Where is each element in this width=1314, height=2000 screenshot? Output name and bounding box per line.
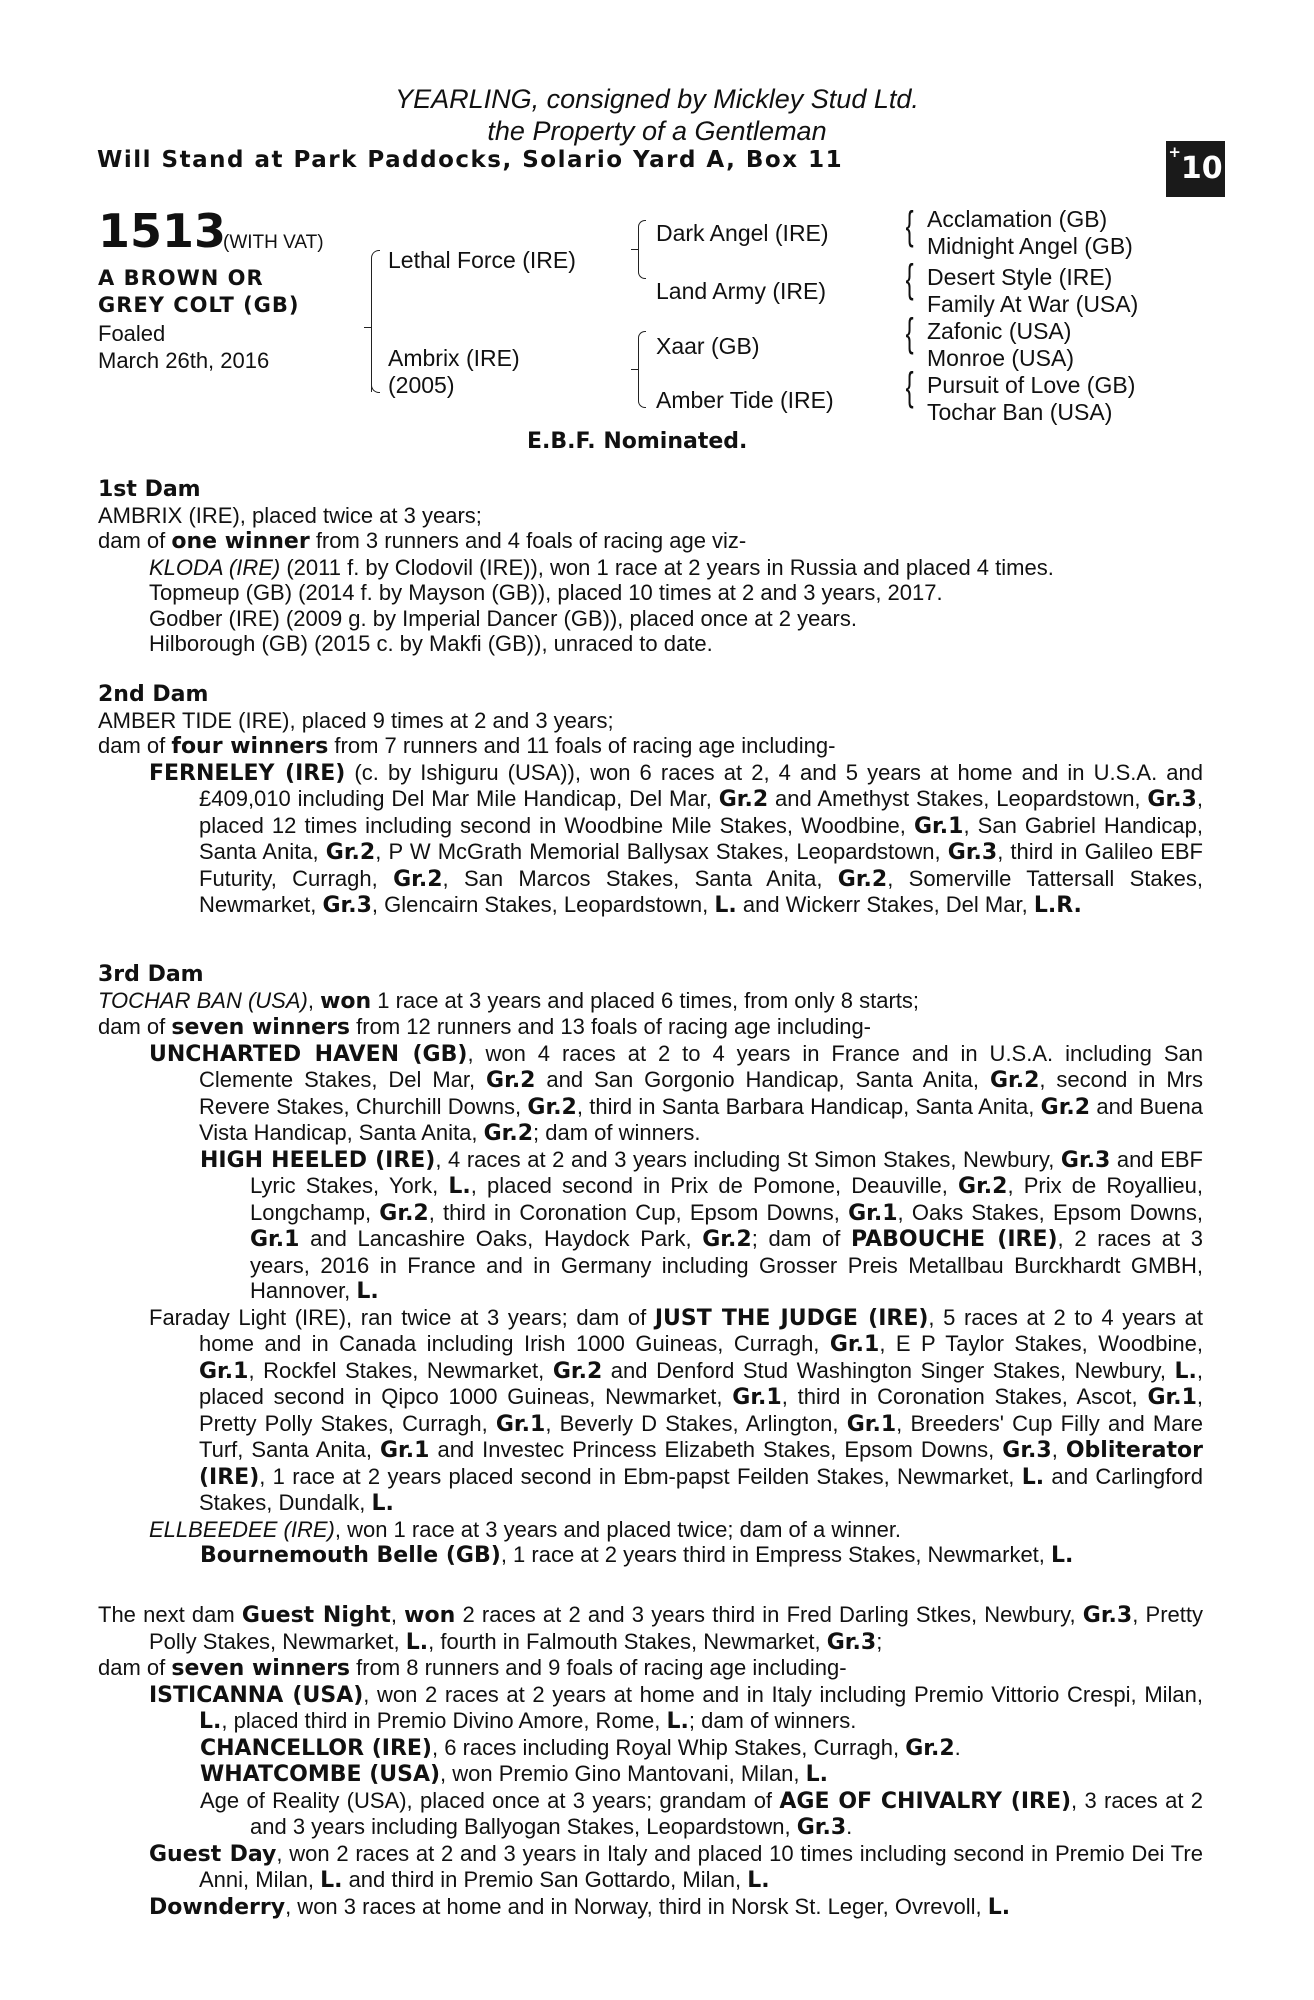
text: from 8 runners and 9 foals of racing age including- xyxy=(350,1655,847,1680)
bracket-gen2-dam-top xyxy=(638,331,646,370)
grade: Gr.1 xyxy=(1147,1385,1197,1410)
progeny-age-of-reality xyxy=(98,1788,1203,1841)
text: ; dam of winners. xyxy=(688,1708,857,1733)
horse-name: KLODA (IRE) xyxy=(149,554,281,580)
text: dam of xyxy=(98,1655,172,1680)
text: The next dam xyxy=(98,1602,242,1627)
lot-desc-line1: A BROWN OR xyxy=(98,266,264,290)
progeny-ellbeedee xyxy=(98,1517,1203,1543)
horse-name: PABOUCHE (IRE) xyxy=(850,1227,1058,1252)
pedigree-dam: Ambrix (IRE) xyxy=(388,345,520,371)
winner-count: seven winners xyxy=(171,1015,351,1040)
grade: Gr.2 xyxy=(718,787,769,812)
horse-name: HIGH HEELED (IRE) xyxy=(200,1147,436,1173)
listed: L. xyxy=(1021,1464,1045,1490)
grade: Gr.2 xyxy=(393,866,443,892)
listed: L. xyxy=(448,1174,471,1199)
text: from 7 runners and 11 foals of racing age including- xyxy=(328,733,836,758)
pedigree-ddd: Tochar Ban (USA) xyxy=(927,399,1113,425)
bracket-gen2-dam-bottom xyxy=(638,369,646,408)
grade: Gr.1 xyxy=(199,1358,249,1384)
grade: Gr.1 xyxy=(846,1411,897,1437)
listed: L. xyxy=(371,1491,394,1516)
listed: L. xyxy=(199,1709,222,1734)
text: from 12 runners and 13 foals of racing age including- xyxy=(350,1014,872,1039)
text: , Beverly D Stakes, Arlington, xyxy=(545,1410,847,1436)
pedigree-sds: Desert Style (IRE) xyxy=(927,264,1113,290)
text: dam of xyxy=(98,528,172,553)
text: 1 race at 3 years and placed 6 times, from only 8 starts; xyxy=(371,987,919,1013)
horse-name: ISTICANNA (USA) xyxy=(149,1682,364,1708)
text: dam of xyxy=(98,1014,172,1039)
listed: L. xyxy=(356,1279,379,1304)
horse-name: Obliterator (IRE) xyxy=(199,1438,1203,1490)
badge-plus: + xyxy=(1168,143,1181,161)
listed: L. xyxy=(666,1709,689,1734)
third-dam-section xyxy=(98,962,1203,1569)
third-dam-line1 xyxy=(98,988,1203,1015)
grade: Gr.3 xyxy=(947,840,998,865)
foaled-date: March 26th, 2016 xyxy=(98,348,270,373)
text: and third in Premio San Gottardo, Milan, xyxy=(342,1867,748,1892)
text: , Glencairn Stakes, Leopardstown, xyxy=(371,892,715,917)
text: ; xyxy=(876,1628,883,1654)
text: , P W McGrath Memorial Ballysax Stakes, Leopardstown, xyxy=(375,839,948,864)
badge-number: 10 xyxy=(1180,151,1223,186)
text: , won 2 races at 2 and 3 years in Italy and placed 10 times including second in Premio Dei Tre Anni, Milan, xyxy=(199,1840,1203,1892)
pedigree-dam-dam: Amber Tide (IRE) xyxy=(656,387,834,413)
text: , Somerville Tattersall Stakes, Newmarket, xyxy=(199,865,1203,917)
grade: Gr.1 xyxy=(250,1227,300,1252)
listed: L. xyxy=(320,1868,343,1893)
listed: L. xyxy=(747,1868,770,1893)
listed: L. xyxy=(805,1762,829,1787)
pedigree-sire: Lethal Force (IRE) xyxy=(388,247,576,273)
first-dam-section xyxy=(98,477,1203,657)
text: Age of Reality (USA), placed once at 3 years; grandam of xyxy=(200,1787,780,1813)
text: , won 4 races at 2 to 4 years in France and in U.S.A. including San Clemente Stakes, Del Mar, xyxy=(199,1040,1203,1092)
text: , third in Santa Barbara Handicap, Santa Anita, xyxy=(576,1093,1041,1119)
bracket-gen2-sire-bottom xyxy=(638,249,646,279)
lot-desc-line2: GREY COLT (GB) xyxy=(98,293,300,317)
text: (c. by Ishiguru (USA)), won 6 races at 2, 4 and 5 years at home and in U.S.A. and £409,010 including Del Mar Mile Handicap, Del Mar, xyxy=(199,759,1203,811)
text: , second in Mrs Revere Stakes, Churchill Downs, xyxy=(199,1067,1203,1119)
text: and EBF Lyric Stakes, York, xyxy=(250,1146,1203,1198)
text: , E P Taylor Stakes, Woodbine, xyxy=(879,1331,1204,1356)
grade: Gr.2 xyxy=(527,1094,577,1120)
text: , third in Galileo EBF Futurity, Curragh, xyxy=(199,839,1203,891)
listed: L. xyxy=(1051,1543,1074,1568)
text: , won 1 race at 3 years and placed twice; dam of a winner. xyxy=(334,1516,902,1542)
text: , third in Coronation Cup, Epsom Downs, xyxy=(428,1199,849,1225)
first-dam-line2 xyxy=(98,528,1203,555)
pedigree-sire-sire: Dark Angel (IRE) xyxy=(656,220,829,246)
grade: Gr.1 xyxy=(914,813,964,839)
horse-name: UNCHARTED HAVEN (GB) xyxy=(149,1041,468,1067)
location-line: Will Stand at Park Paddocks, Solario Yard A, Box 11 xyxy=(97,147,844,173)
text: , won 3 races at home and in Norway, third in Norsk St. Leger, Ovrevoll, xyxy=(285,1893,988,1919)
text: . xyxy=(846,1814,853,1839)
pedigree-sdd: Family At War (USA) xyxy=(927,291,1139,317)
grade: Gr.2 xyxy=(325,840,376,865)
pedigree-dds: Pursuit of Love (GB) xyxy=(927,372,1136,398)
text: , placed third in Premio Divino Amore, Rome, xyxy=(221,1708,667,1733)
third-dam-line2 xyxy=(98,1014,1203,1041)
pedigree-ssd: Midnight Angel (GB) xyxy=(927,233,1133,259)
text: , San Marcos Stakes, Santa Anita, xyxy=(442,865,838,891)
text: (2011 f. by Clodovil (IRE)), won 1 race at 2 years in Russia and placed 4 times. xyxy=(280,554,1054,580)
progeny-chancellor xyxy=(98,1735,1203,1762)
text: , fourth in Falmouth Stakes, Newmarket, xyxy=(428,1628,827,1654)
text: , 1 race at 2 years placed second in Ebm-papst Feilden Stakes, Newmarket, xyxy=(259,1463,1022,1489)
listed: L. xyxy=(714,893,737,918)
text: , 5 races at 2 to 4 years at home and in Canada including Irish 1000 Guineas, Curragh, xyxy=(199,1304,1203,1356)
text: from 3 runners and 4 foals of racing age viz- xyxy=(309,528,747,553)
progeny-topmeup: Topmeup (GB) (2014 f. by Mayson (GB)), placed 10 times at 2 and 3 years, 2017. xyxy=(149,580,943,605)
lot-description xyxy=(98,265,358,319)
grade: Gr.3 xyxy=(322,893,372,918)
grade: Gr.3 xyxy=(1060,1147,1111,1173)
lot-number: 1513 xyxy=(98,204,227,258)
text: , 4 races at 2 and 3 years including St Simon Stakes, Newbury, xyxy=(435,1146,1061,1172)
consignor-line: YEARLING, consigned by Mickley Stud Ltd. xyxy=(395,84,919,114)
text: and Amethyst Stakes, Leopardstown, xyxy=(768,786,1148,811)
next-dam-progeny-line xyxy=(98,1655,1203,1682)
text: , Pretty Polly Stakes, Newmarket, xyxy=(149,1602,1203,1654)
grade: Gr.2 xyxy=(483,1121,533,1146)
text: and Lancashire Oaks, Haydock Park, xyxy=(299,1226,703,1251)
text: , placed second in Qipco 1000 Guineas, Newmarket, xyxy=(199,1357,1203,1409)
pedigree-dsd: Monroe (USA) xyxy=(927,345,1074,371)
grade: Gr.2 xyxy=(989,1068,1040,1093)
grade: Gr.2 xyxy=(905,1735,955,1761)
progeny-downderry xyxy=(98,1894,1203,1921)
second-dam-line2 xyxy=(98,733,1203,760)
text: 2 races at 2 and 3 years third in Fred Darling Stkes, Newbury, xyxy=(455,1602,1083,1627)
horse-name: FERNELEY (IRE) xyxy=(149,760,346,786)
progeny-faraday-light xyxy=(98,1305,1203,1517)
text: . xyxy=(954,1734,961,1760)
text: and Carlingford Stakes, Dundalk, xyxy=(199,1463,1203,1515)
second-dam-section xyxy=(98,682,1203,919)
brace-gen3-1: { xyxy=(905,204,914,248)
horse-name: AGE OF CHIVALRY (IRE) xyxy=(779,1788,1072,1814)
text: , won 2 races at 2 years at home and in Italy including Premio Vittorio Crespi, Milan, xyxy=(363,1681,1203,1707)
grade: Gr.1 xyxy=(829,1332,880,1357)
listed: L. xyxy=(1174,1358,1197,1384)
progeny-kloda xyxy=(98,555,1203,581)
grade: Gr.1 xyxy=(732,1385,782,1410)
first-dam-line1: AMBRIX (IRE), placed twice at 3 years; xyxy=(98,502,482,528)
brace-gen3-4: { xyxy=(905,365,914,409)
text: won xyxy=(320,988,372,1014)
text: , San Gabriel Handicap, Santa Anita, xyxy=(199,812,1204,864)
text: , 6 races including Royal Whip Stakes, Curragh, xyxy=(432,1734,906,1760)
text: and Wickerr Stakes, Del Mar, xyxy=(736,892,1034,917)
grade: Gr.3 xyxy=(826,1629,877,1655)
progeny-whatcombe xyxy=(98,1761,1203,1788)
text: dam of xyxy=(98,733,172,758)
progeny-guest-day xyxy=(98,1841,1203,1894)
text: , 1 race at 2 years third in Empress Stakes, Newmarket, xyxy=(500,1542,1052,1567)
text: and San Gorgonio Handicap, Santa Anita, xyxy=(535,1067,990,1092)
grade: Gr.3 xyxy=(1147,787,1197,812)
bracket-gen1-bottom xyxy=(371,326,380,393)
horse-name: Bournemouth Belle (GB) xyxy=(200,1543,501,1568)
grade: Gr.3 xyxy=(796,1815,847,1840)
lot-badge xyxy=(1166,141,1225,197)
grade: Gr.2 xyxy=(379,1200,429,1226)
progeny-uncharted-haven xyxy=(98,1041,1203,1147)
first-dam-heading: 1st Dam xyxy=(98,477,201,502)
horse-name: Guest Night xyxy=(241,1603,391,1628)
text: , Rockfel Stakes, Newmarket, xyxy=(248,1357,553,1383)
grade: Gr.2 xyxy=(486,1068,536,1093)
text: ; dam of xyxy=(751,1226,851,1251)
horse-name: TOCHAR BAN (USA) xyxy=(98,987,308,1013)
grade: Gr.2 xyxy=(958,1174,1008,1199)
winner-count: one winner xyxy=(171,529,310,554)
text: , placed 12 times including second in Woodbine Mile Stakes, Woodbine, xyxy=(199,786,1203,838)
horse-name: Guest Day xyxy=(149,1841,277,1867)
text: won xyxy=(404,1603,456,1628)
text: , 3 races at 2 and 3 years including Ballyogan Stakes, Leopardstown, xyxy=(250,1787,1203,1839)
grade: Gr.1 xyxy=(495,1411,546,1437)
pedigree-dam-year: (2005) xyxy=(388,372,455,398)
second-dam-line1: AMBER TIDE (IRE), placed 9 times at 2 and 3 years; xyxy=(98,707,614,733)
lot-vat: (WITH VAT) xyxy=(223,232,324,253)
text: , xyxy=(1051,1437,1066,1462)
grade: Gr.1 xyxy=(848,1200,898,1226)
text: and Investec Princess Elizabeth Stakes, Epsom Downs, xyxy=(429,1437,1003,1462)
pedigree-sire-dam: Land Army (IRE) xyxy=(656,278,826,304)
winner-count: four winners xyxy=(171,734,329,759)
foaled-info xyxy=(98,320,358,374)
next-dam-line xyxy=(98,1602,1203,1655)
grade: Gr.2 xyxy=(837,866,888,892)
text: , xyxy=(307,987,321,1013)
horse-name: ELLBEEDEE (IRE) xyxy=(149,1516,335,1542)
progeny-hilborough: Hilborough (GB) (2015 c. by Makfi (GB)), unraced to date. xyxy=(149,631,713,656)
grade: Gr.3 xyxy=(1002,1438,1052,1463)
horse-name: JUST THE JUDGE (IRE) xyxy=(654,1305,929,1331)
property-line: the Property of a Gentleman xyxy=(487,116,827,146)
text: , Breeders' Cup Filly and Mare Turf, Santa Anita, xyxy=(199,1410,1203,1462)
text: , xyxy=(390,1602,405,1627)
brace-gen3-3: { xyxy=(905,311,914,355)
text: , won Premio Gino Mantovani, Milan, xyxy=(440,1761,806,1786)
pedigree-dss: Zafonic (USA) xyxy=(927,318,1072,344)
text: , 2 races at 3 years, 2016 in France and in Germany including Grosser Preis Metallbau Burckhardt GMBH, Hannover, xyxy=(250,1226,1203,1303)
progeny-bournemouth-belle xyxy=(98,1542,1203,1569)
next-dam-section xyxy=(98,1602,1203,1920)
third-dam-heading: 3rd Dam xyxy=(98,962,204,987)
text: , Oaks Stakes, Epsom Downs, xyxy=(897,1199,1204,1225)
grade: Gr.1 xyxy=(380,1438,430,1463)
grade: Gr.2 xyxy=(702,1227,752,1252)
text: , Prix de Royallieu, Longchamp, xyxy=(250,1173,1203,1225)
text: , third in Coronation Stakes, Ascot, xyxy=(781,1384,1148,1409)
horse-name: WHATCOMBE (USA) xyxy=(200,1762,441,1787)
brace-gen3-2: { xyxy=(905,257,914,301)
horse-name: Downderry xyxy=(149,1894,286,1920)
foaled-label: Foaled xyxy=(98,321,166,346)
pedigree-dam-sire: Xaar (GB) xyxy=(656,333,760,359)
text: and Buena Vista Handicap, Santa Anita, xyxy=(199,1093,1203,1145)
horse-name: CHANCELLOR (IRE) xyxy=(200,1735,432,1761)
grade: Gr.2 xyxy=(552,1358,603,1384)
winner-count: seven winners xyxy=(171,1656,351,1681)
grade: Gr.3 xyxy=(1082,1603,1133,1628)
progeny-ferneley xyxy=(98,760,1203,919)
text: , placed second in Prix de Pomone, Deauville, xyxy=(470,1173,959,1198)
text: ; dam of winners. xyxy=(533,1120,701,1145)
listed: L. xyxy=(405,1629,429,1655)
ebf-nominated: E.B.F. Nominated. xyxy=(527,429,748,454)
text: , Pretty Polly Stakes, Curragh, xyxy=(199,1384,1203,1436)
listed: L. xyxy=(987,1894,1011,1920)
grade: Gr.2 xyxy=(1040,1094,1091,1120)
progeny-isticanna xyxy=(98,1682,1203,1735)
progeny-high-heeled xyxy=(98,1147,1203,1305)
second-dam-heading: 2nd Dam xyxy=(98,682,209,707)
pedigree-sss: Acclamation (GB) xyxy=(927,206,1108,232)
text: Faraday Light (IRE), ran twice at 3 years; dam of xyxy=(149,1304,655,1330)
text: and Denford Stud Washington Singer Stakes, Newbury, xyxy=(602,1357,1175,1383)
bracket-gen2-sire-top xyxy=(638,220,646,250)
progeny-godber: Godber (IRE) (2009 g. by Imperial Dancer (GB)), placed once at 2 years. xyxy=(149,605,857,631)
listed: L.R. xyxy=(1033,893,1082,918)
